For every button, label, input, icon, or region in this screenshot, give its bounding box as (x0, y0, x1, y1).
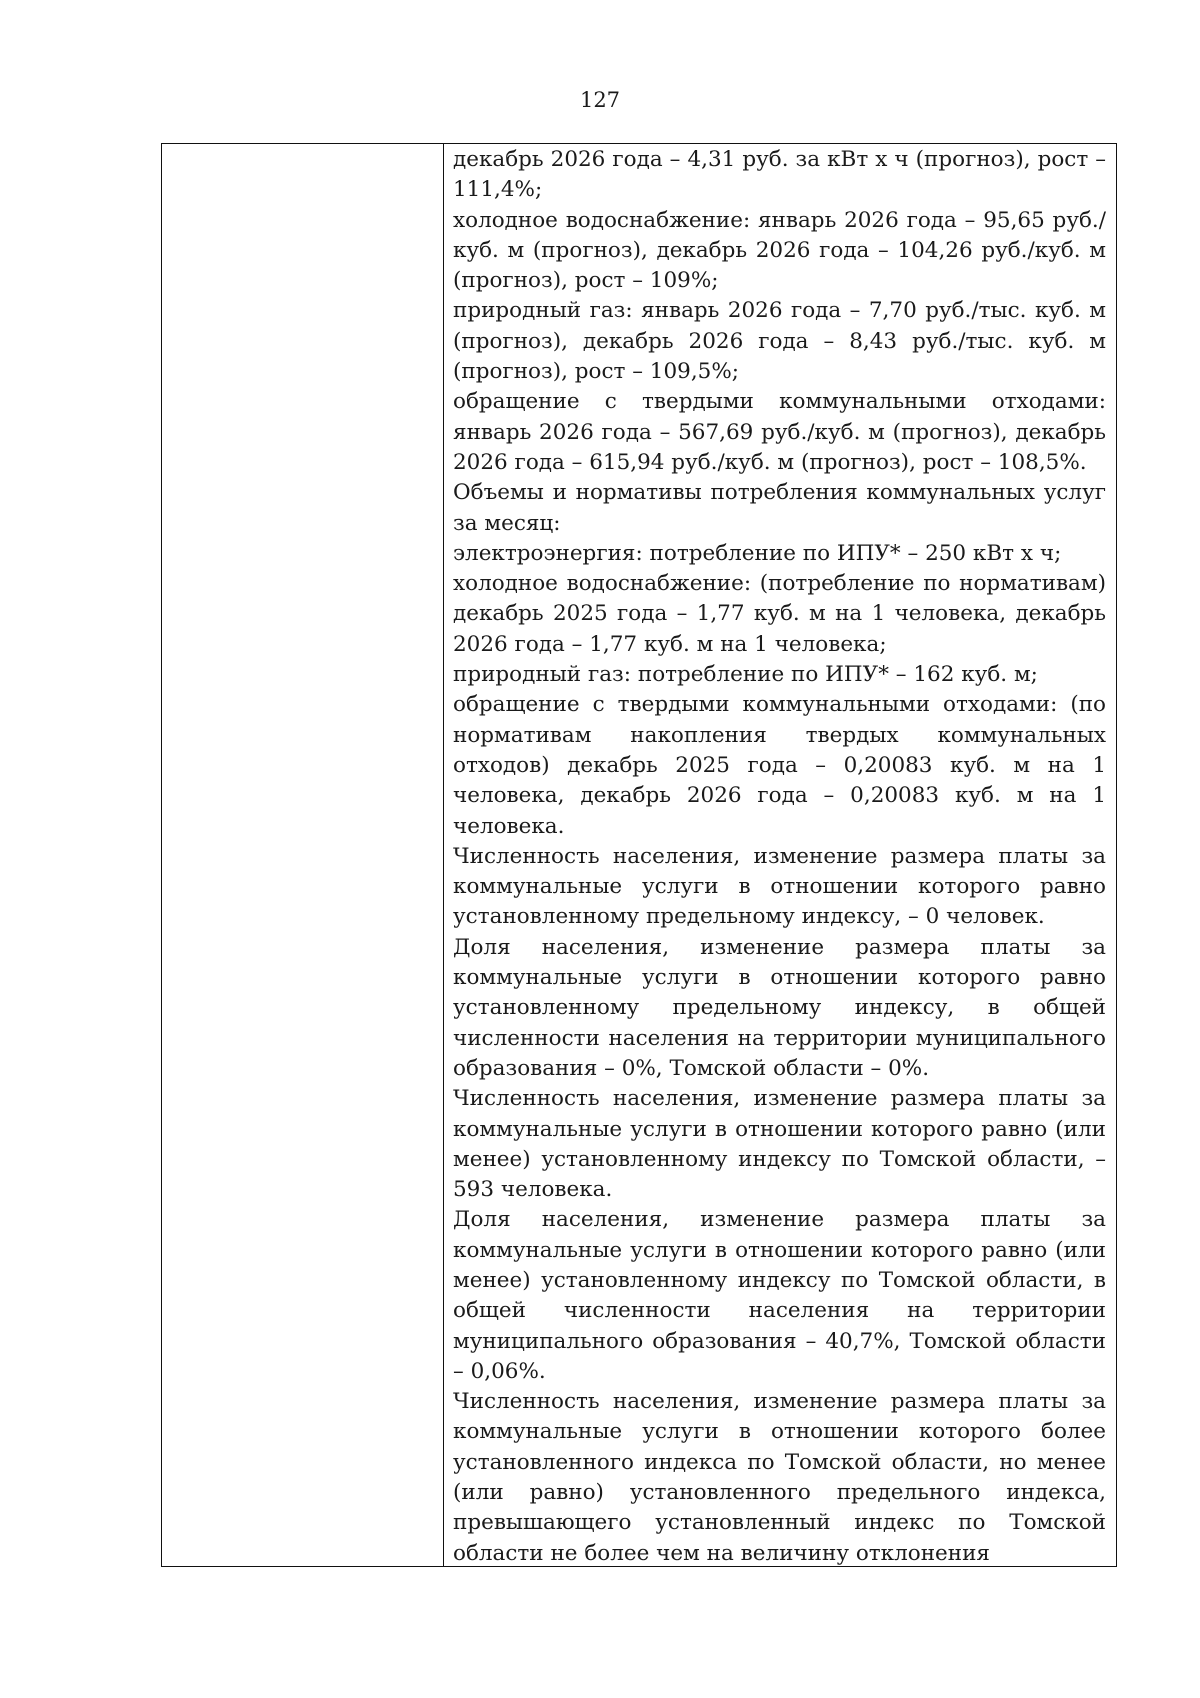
paragraph-natural-gas-consumption: природный газ: потребление по ИПУ* – 162 куб. м; (453, 662, 1038, 688)
paragraph-solid-waste-consumption: обращение с твердыми коммунальными отходами: (по нормативам накопления твердых коммунальных отходов) декабрь 2025 года – 0,20083 куб. м на 1 человека, декабрь 2026 года – 0,20083 куб. м на 1 человека. (453, 692, 1106, 839)
paragraph-electricity-consumption: электроэнергия: потребление по ИПУ* – 250 кВт х ч; (453, 540, 1062, 566)
paragraph-cold-water-consumption: холодное водоснабжение: (потребление по нормативам) декабрь 2025 года – 1,77 куб. м на 1 человека, декабрь 2026 года – 1,77 куб. м на 1 человека; (453, 571, 1106, 657)
page-number: 127 (579, 88, 621, 112)
document-table (161, 143, 1117, 1567)
paragraph-electricity-december: декабрь 2026 года – 4,31 руб. за кВт х ч (прогноз), рост – 111,4%; (453, 147, 1106, 203)
table-cell-right (444, 144, 1116, 1566)
paragraph-natural-gas-tariff: природный газ: январь 2026 года – 7,70 руб./тыс. куб. м (прогноз), декабрь 2026 года – 8,43 руб./тыс. куб. м (прогноз), рост – 109,5%; (453, 298, 1106, 385)
table-cell-left (162, 144, 444, 1566)
paragraph-share-equal-limit: Доля населения, изменение размера платы за коммунальные услуги в отношении которого равно установленному предельному индексу, в общей численности населения на территории муниципального образования – 0%, Томской области – 0%. (453, 934, 1106, 1081)
paragraph-population-above-index: Численность населения, изменение размера платы за коммунальные услуги в отношении которого более установленного индекса по Томской области, но менее (или равно) установленного предельного индекса, превышающего установленный индекс по Томской области не более чем на величину отклонения (453, 1389, 1106, 1566)
paragraph-population-equal-limit: Численность населения, изменение размера платы за коммунальные услуги в отношении которого равно установленному предельному индексу, – 0 человек. (453, 843, 1106, 930)
paragraph-population-equal-index: Численность населения, изменение размера платы за коммунальные услуги в отношении которого равно (или менее) установленному индексу по Томской области, – 593 человека. (453, 1086, 1106, 1203)
paragraph-cold-water-tariff: холодное водоснабжение: январь 2026 года – 95,65 руб./куб. м (прогноз), декабрь 2026 года – 104,26 руб./куб. м (прогноз), рост – 109%; (453, 207, 1106, 294)
paragraph-volumes-heading: Объемы и нормативы потребления коммунальных услуг за месяц: (453, 480, 1106, 536)
paragraph-share-equal-index: Доля населения, изменение размера платы за коммунальные услуги в отношении которого равно (или менее) установленному индексу по Томской области, в общей численности населения на территории муниципального образования – 40,7%, Томской области – 0,06%. (453, 1207, 1106, 1384)
paragraph-solid-waste-tariff: обращение с твердыми коммунальными отходами: январь 2026 года – 567,69 руб./куб. м (прогноз), декабрь 2026 года – 615,94 руб./куб. м (прогноз), рост – 108,5%. (453, 389, 1106, 475)
